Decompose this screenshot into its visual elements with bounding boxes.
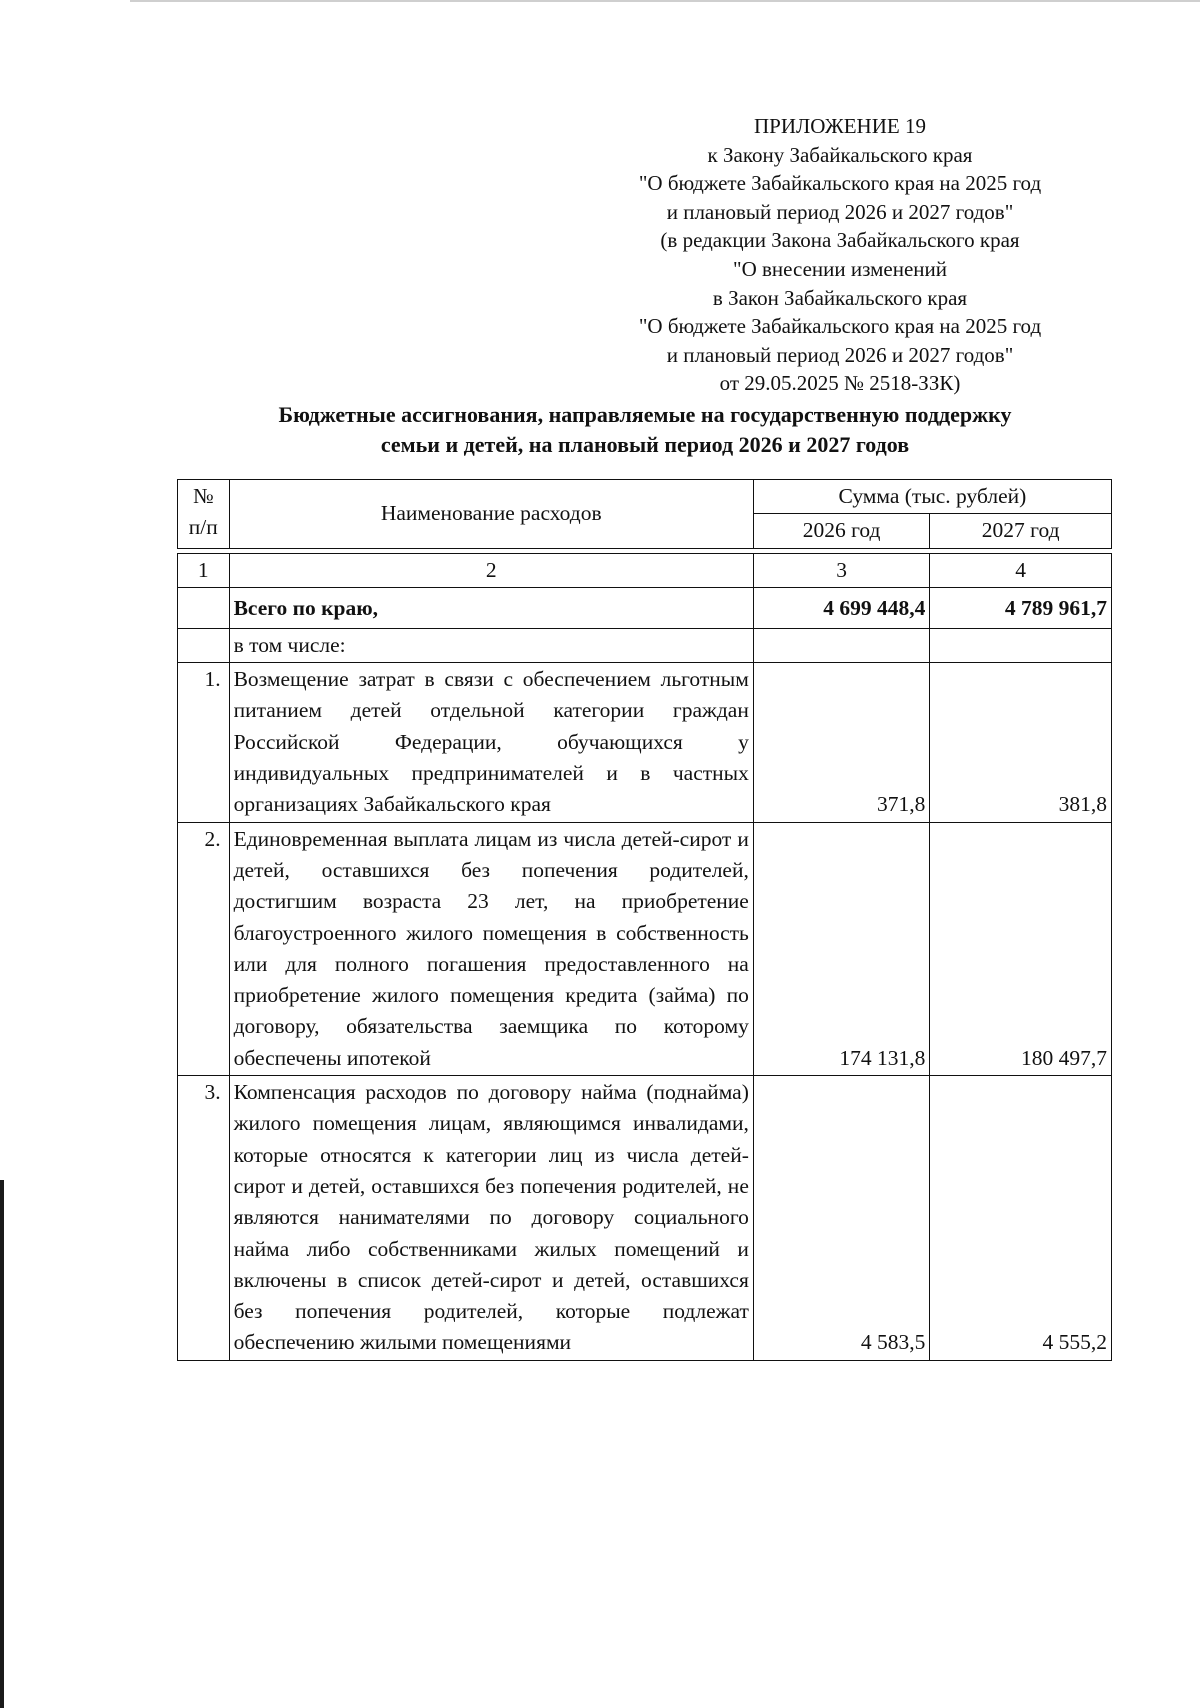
document-title: [170, 400, 1120, 460]
title-line: семьи и детей, на плановый период 2026 и 2027 годов: [380, 432, 910, 457]
header-num-bottom: п/п: [188, 515, 218, 540]
scan-left-edge: [0, 1180, 4, 1708]
row-description: Компенсация расходов по договору найма (поднайма) жилого помещения лицам, являющимся инвалидами, которые относятся к категории лиц из числа детей-сирот и детей, оставшихся без попечения родителей, не являются нанимателями по договору социального найма либо собственниками жилых помещений и включены в список детей-сирот и детей, оставшихся без попечения родителей, которые подлежат обеспечению жилыми помещениями: [229, 1076, 753, 1361]
header-year-2026: 2026 год: [753, 514, 929, 548]
row-description: Возмещение затрат в связи с обеспечением льготным питанием детей отдельной категории граждан Российской Федерации, обучающихся у индивидуальных предпринимателей и в частных организациях Забайкальского края: [229, 663, 753, 822]
table-row: [178, 1076, 1112, 1361]
total-row: [178, 587, 1112, 628]
header-line: "О бюджете Забайкальского края на 2025 год: [638, 171, 1042, 196]
table-row: [178, 663, 1112, 822]
total-label: Всего по краю,: [229, 587, 753, 628]
total-2026: 4 699 448,4: [753, 587, 929, 628]
header-line: к Закону Забайкальского края: [707, 142, 973, 167]
row-number: 3.: [178, 1076, 230, 1361]
header-num-cell: [178, 480, 230, 549]
header-line: и плановый период 2026 и 2027 годов": [666, 199, 1014, 224]
table-row: [178, 822, 1112, 1075]
header-line: "О бюджете Забайкальского края на 2025 год: [638, 314, 1042, 339]
appendix-header: [580, 112, 1100, 398]
column-number: 1: [178, 553, 230, 587]
column-number: 4: [930, 553, 1112, 587]
appendix-title: ПРИЛОЖЕНИЕ 19: [754, 114, 926, 138]
table-header-row: [178, 480, 1112, 514]
header-line: в Закон Забайкальского края: [712, 285, 968, 310]
header-line: и плановый период 2026 и 2027 годов": [666, 342, 1014, 367]
column-number: 3: [753, 553, 929, 587]
row-value-2026: 174 131,8: [753, 822, 929, 1075]
row-value-2026: 371,8: [753, 663, 929, 822]
row-number: 2.: [178, 822, 230, 1075]
row-number: 1.: [178, 663, 230, 822]
including-row: [178, 628, 1112, 662]
row-value-2026: 4 583,5: [753, 1076, 929, 1361]
row-value-2027: 381,8: [930, 663, 1112, 822]
header-line: "О внесении изменений: [733, 256, 947, 281]
scan-top-edge: [130, 0, 1200, 2]
total-2027: 4 789 961,7: [930, 587, 1112, 628]
row-value-2027: 180 497,7: [930, 822, 1112, 1075]
header-sum-cell: Сумма (тыс. рублей): [753, 480, 1111, 514]
header-num-top: №: [193, 484, 214, 508]
header-line: (в редакции Закона Забайкальского края: [660, 228, 1020, 253]
header-year-2027: 2027 год: [930, 514, 1112, 548]
budget-table: [177, 479, 1112, 1361]
column-number-row: [178, 553, 1112, 587]
including-label: в том числе:: [229, 628, 753, 662]
column-number: 2: [229, 553, 753, 587]
row-value-2027: 4 555,2: [930, 1076, 1112, 1361]
title-line: Бюджетные ассигнования, направляемые на государственную поддержку: [278, 402, 1012, 427]
header-line: от 29.05.2025 № 2518-ЗЗК): [719, 371, 961, 396]
row-description: Единовременная выплата лицам из числа детей-сирот и детей, оставшихся без попечения родителей, достигшим возраста 23 лет, на приобретение благоустроенного жилого помещения в собственность или для полного погашения предоставленного на приобретение жилого помещения кредита (займа) по договору, обязательства заемщика по которому обеспечены ипотекой: [229, 822, 753, 1075]
header-name-cell: Наименование расходов: [229, 480, 753, 549]
